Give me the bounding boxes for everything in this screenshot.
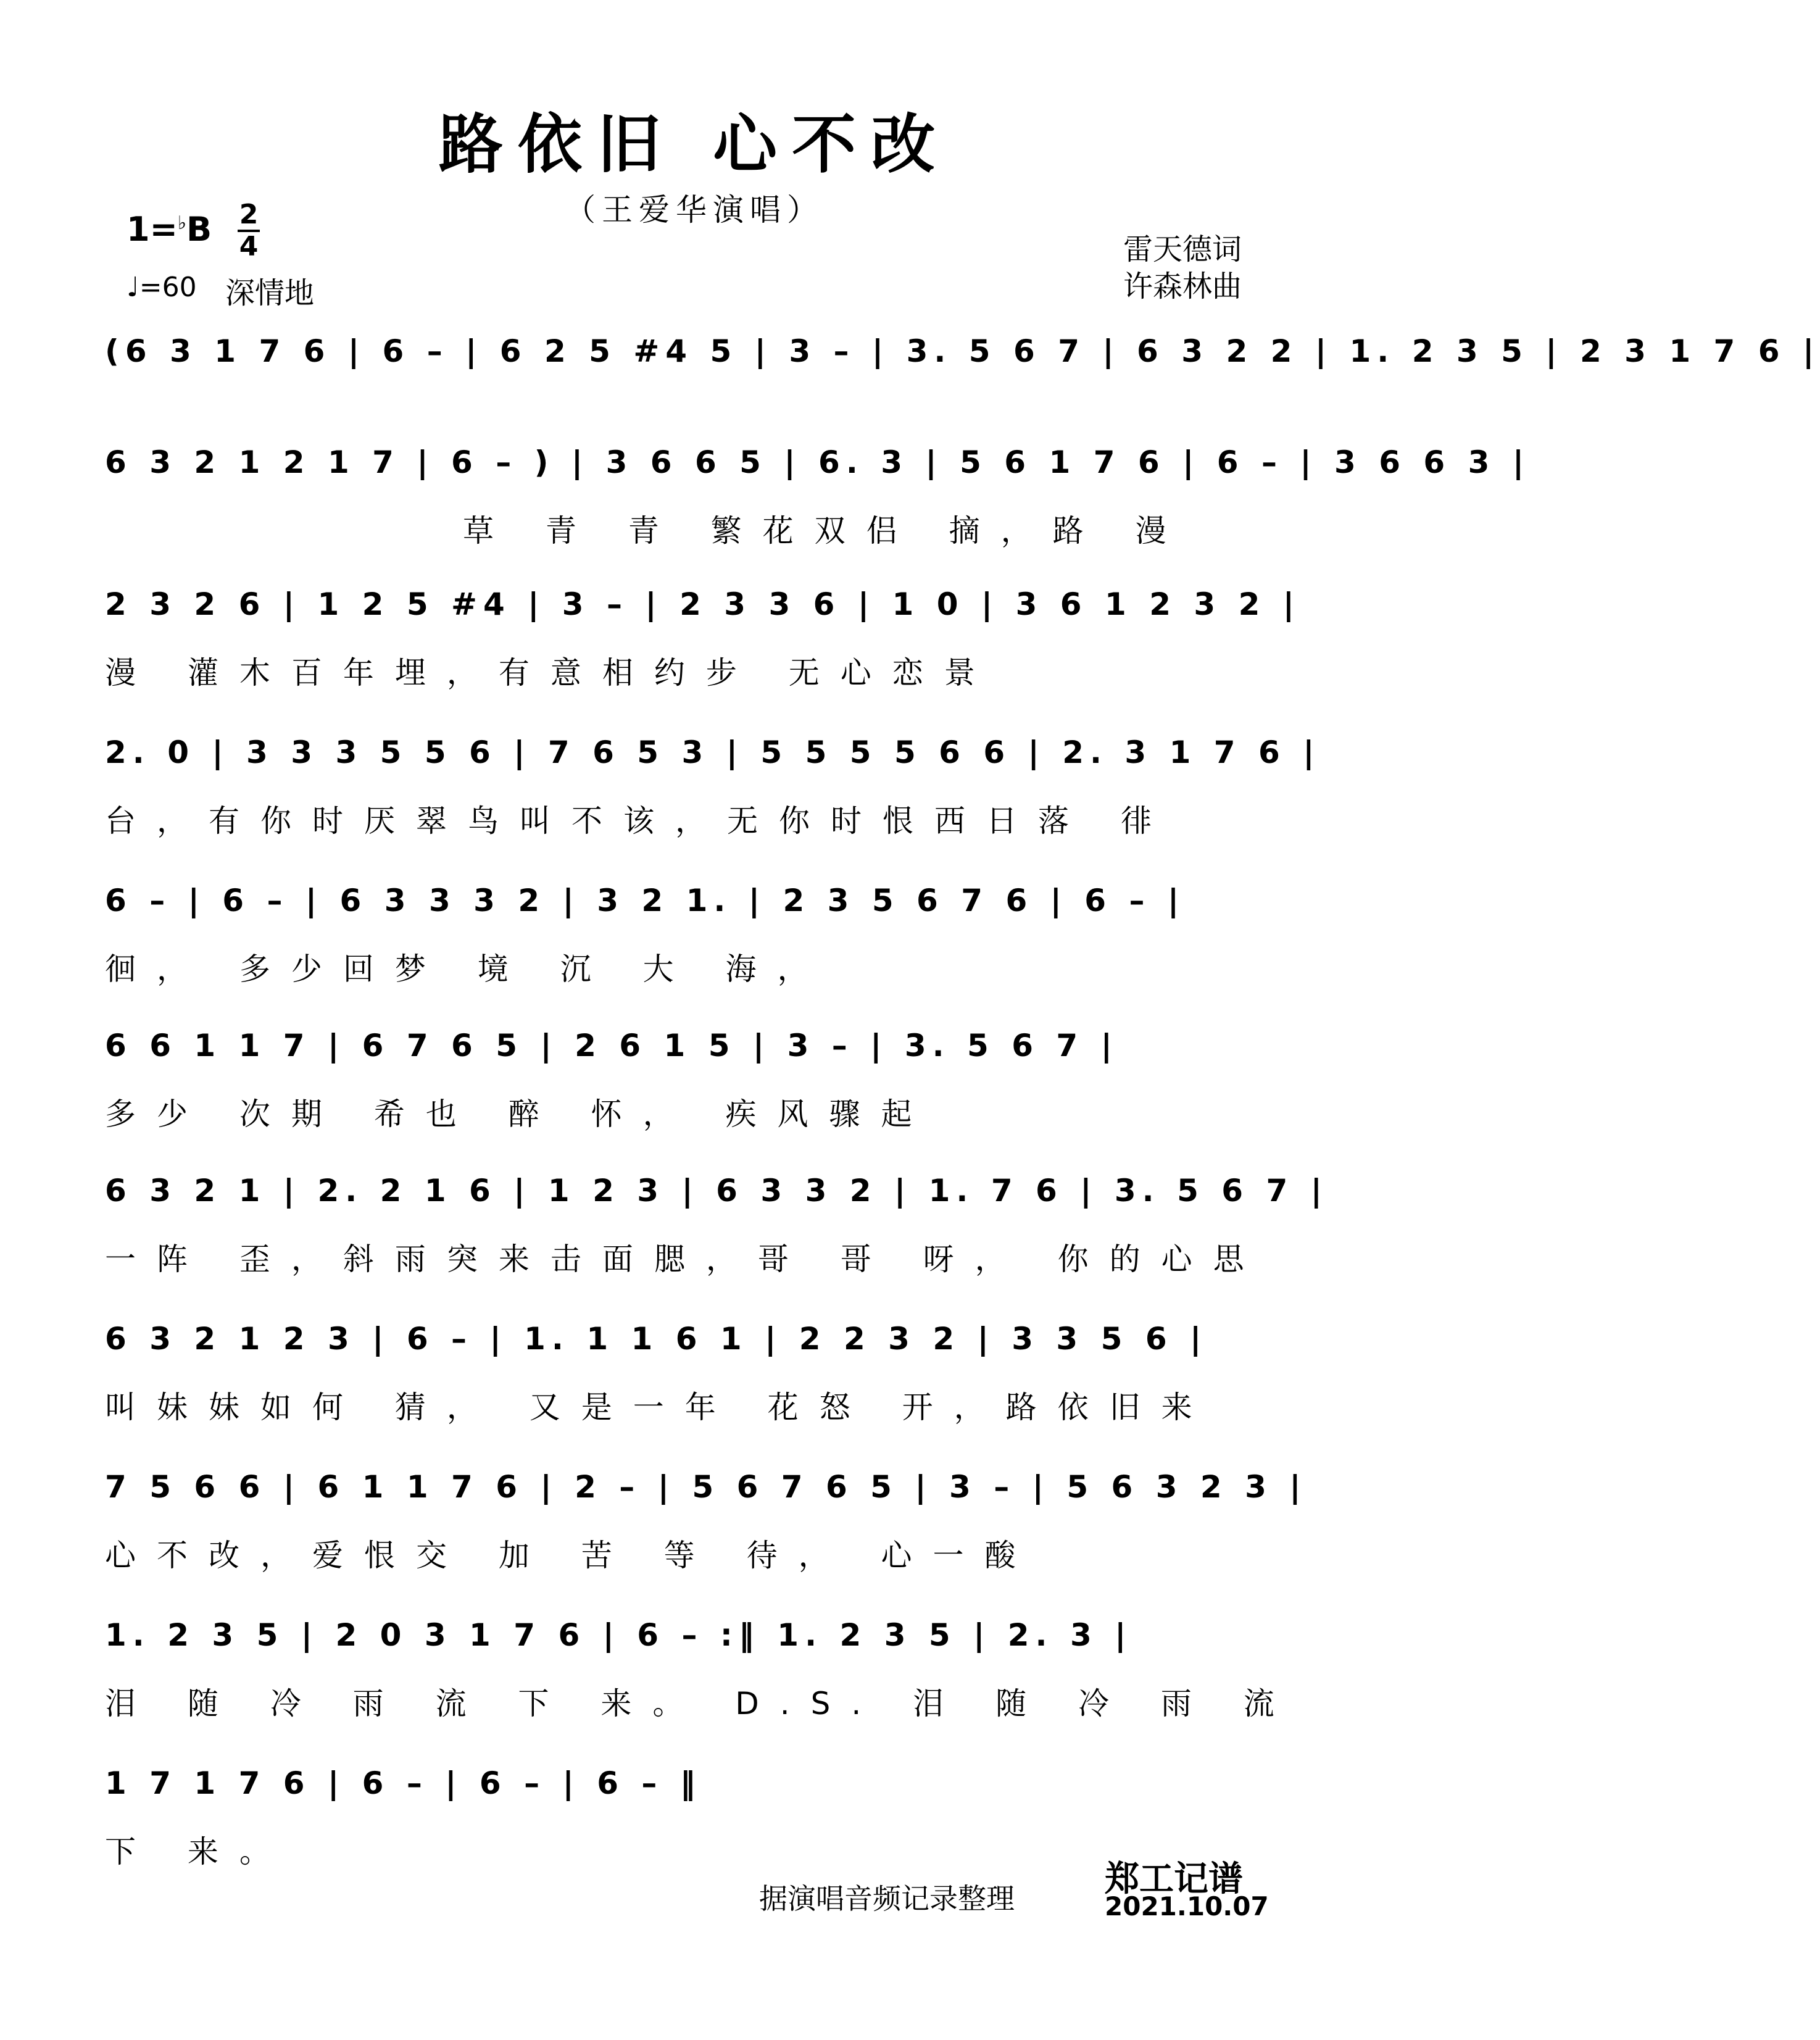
lyrics-line: 徊， 多少回梦 境 沉 大 海，: [105, 951, 829, 987]
score-line: [105, 1617, 1295, 1722]
score-line: [105, 1469, 1307, 1573]
score-line: [105, 1173, 1328, 1277]
lyrics-line: 下 来。: [105, 1834, 291, 1870]
key-flat-symbol: ♭: [177, 212, 186, 234]
score-line: [105, 444, 1531, 549]
notation-line: 2 3 2 6 | 1 2 5 #4 | 3 – | 2 3 3 6 | 1 0 | 3 6 1 2 3 2 |: [105, 586, 1301, 622]
lyrics-line: 泪 随 冷 雨 流 下 来。 D.S. 泪 随 冷 雨 流: [105, 1686, 1295, 1722]
lyrics-line: 叫妹妹如何 猜， 又是一年 花怒 开，路依旧来: [105, 1389, 1213, 1425]
notation-line: 6 6 1 1 7 | 6 7 6 5 | 2 6 1 5 | 3 – | 3. 5 6 7 |: [105, 1028, 1118, 1064]
notation-line: 6 3 2 1 | 2. 2 1 6 | 1 2 3 | 6 3 3 2 | 1. 7 6 | 3. 5 6 7 |: [105, 1173, 1328, 1209]
notation-line: 6 3 2 1 2 1 7 | 6 – ) | 3 6 6 5 | 6. 3 | 5 6 1 7 6 | 6 – | 3 6 6 3 |: [105, 444, 1531, 480]
notation-line: 6 – | 6 – | 6 3 3 3 2 | 3 2 1. | 2 3 5 6 7 6 | 6 – |: [105, 883, 1186, 918]
time-signature-top: 2: [239, 199, 259, 230]
score-line: [105, 883, 1284, 987]
score-line: [105, 1765, 1284, 1870]
notation-line: (6 3 1 7 6 | 6 – | 6 2 5 #4 5 | 3 – | 3. 5 6 7 | 6 3 2 2 | 1. 2 3 5 | 2 3 1 7 6 |: [105, 333, 1820, 369]
score-line: [105, 1321, 1284, 1425]
time-signature: [238, 201, 260, 260]
time-signature-bottom: 4: [239, 231, 259, 262]
score-line: [105, 735, 1321, 839]
notation-line: 7 5 6 6 | 6 1 1 7 6 | 2 – | 5 6 7 6 5 | 3 – | 5 6 3 2 3 |: [105, 1469, 1307, 1505]
transcription-date: 2021.10.07: [1105, 1891, 1269, 1921]
tempo-marking: ♩=60: [127, 272, 197, 303]
notation-line: 1. 2 3 5 | 2 0 3 1 7 6 | 6 – :‖ 1. 2 3 5 | 2. 3 |: [105, 1617, 1132, 1653]
key-signature: [127, 210, 212, 249]
notation-line: 1 7 1 7 6 | 6 – | 6 – | 6 – ‖: [105, 1765, 702, 1801]
lyrics-line: 台，有你时厌翠鸟叫不该，无你时恨西日落 徘: [105, 803, 1173, 839]
lyrics-line: 草 青 青 繁花双侣 摘，路 漫: [463, 513, 1187, 549]
key-prefix: 1=: [127, 210, 178, 249]
lyrics-line: 漫 灌木百年埋，有意相约步 无心恋景: [105, 655, 996, 691]
lyricist-credit: 雷天德词: [1123, 232, 1242, 267]
score-line: [105, 333, 1820, 420]
lyrics-line: 多少 次期 希也 醉 怀， 疾风骤起: [105, 1096, 933, 1132]
key-note: B: [186, 210, 212, 249]
score-line: [105, 586, 1301, 691]
score-line: [105, 1028, 1284, 1132]
notation-line: 6 3 2 1 2 3 | 6 – | 1. 1 1 6 1 | 2 2 3 2 | 3 3 5 6 |: [105, 1321, 1208, 1357]
lyrics-line: 心不改，爱恨交 加 苦 等 待， 心一酸: [105, 1538, 1037, 1573]
transcription-note: 据演唱音频记录整理: [759, 1882, 1015, 1915]
expression-marking: 深情地: [225, 276, 315, 310]
singer-subtitle: （王爱华演唱）: [565, 192, 824, 228]
composer-credit: 许森林曲: [1123, 269, 1242, 304]
notation-line: 2. 0 | 3 3 3 5 5 6 | 7 6 5 3 | 5 5 5 5 6 6 | 2. 3 1 7 6 |: [105, 735, 1321, 770]
page-title: 路依旧 心不改: [438, 106, 950, 182]
lyrics-line: 一阵 歪，斜雨突来击面腮，哥 哥 呀， 你的心思: [105, 1241, 1265, 1277]
transcriber-name: 郑工记谱: [1105, 1859, 1243, 1899]
